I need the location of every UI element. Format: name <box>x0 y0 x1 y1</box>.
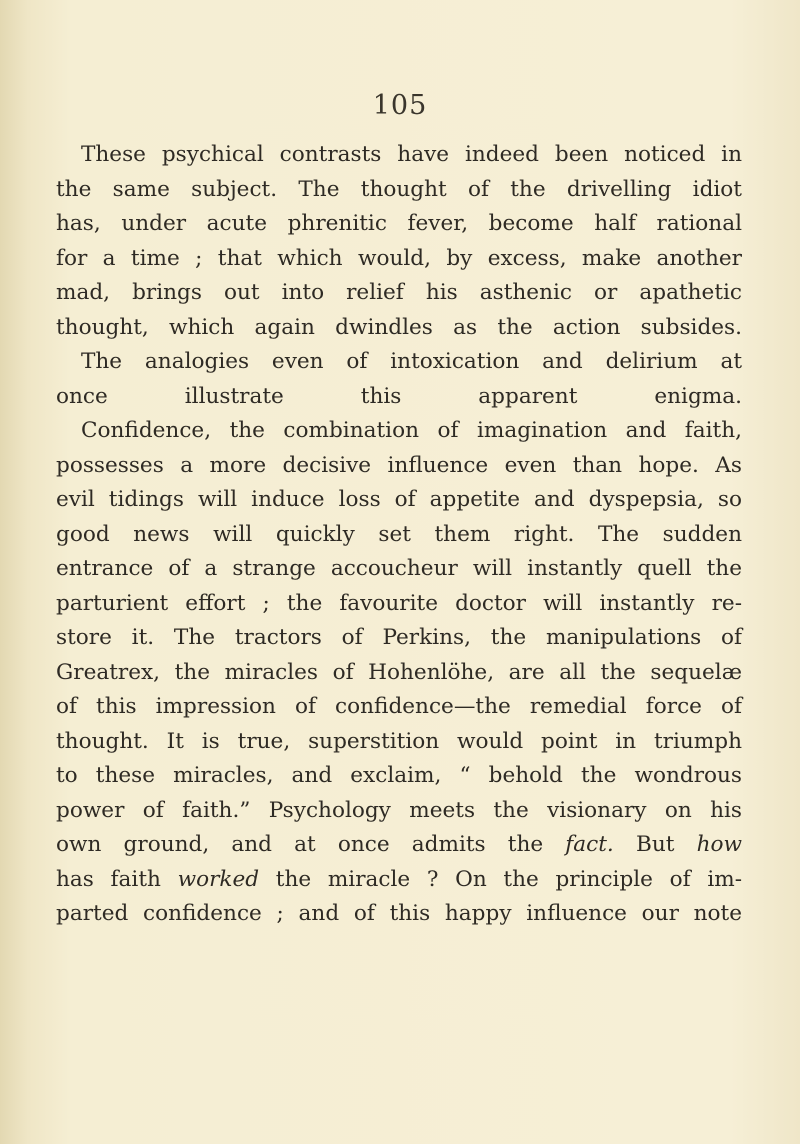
text-segment: power of faith.” Psychology meets the visionary on his <box>56 797 742 823</box>
text-segment: for a time ; that which would, by excess, make another <box>56 245 742 271</box>
text-segment: once illustrate this apparent enigma. <box>56 383 742 409</box>
italic-text: fact. <box>565 832 614 857</box>
text-line <box>56 587 742 622</box>
text-line <box>56 173 742 208</box>
text-segment: These psychical contrasts have indeed been noticed in <box>81 142 742 167</box>
italic-text: worked <box>177 866 260 892</box>
text-segment: good news will quickly set them right. The sudden <box>56 521 742 547</box>
text-segment: evil tidings will induce loss of appetite and dyspepsia, so <box>56 487 742 512</box>
text-line <box>56 794 742 829</box>
text-segment: own ground, and at once admits the <box>56 832 566 857</box>
text-segment: thought. It is true, superstition would point in triumph <box>56 728 742 754</box>
text-segment: the miracle ? On the principle of im- <box>259 866 742 892</box>
text-line <box>56 828 742 863</box>
text-segment: thought, which again dwindles as the action subsides. <box>56 314 742 340</box>
text-segment: mad, brings out into relief his asthenic or apathetic <box>56 280 742 305</box>
text-line <box>56 483 742 518</box>
text-line <box>56 759 742 794</box>
text-line <box>56 725 742 760</box>
body-text <box>56 138 742 932</box>
text-segment: has faith <box>56 866 178 892</box>
text-segment: possesses a more decisive influence even than hope. As <box>56 452 742 478</box>
text-segment: to these miracles, and exclaim, “ behold the wondrous <box>56 763 742 788</box>
text-line <box>56 345 742 380</box>
text-segment: parturient effort ; the favourite doctor will instantly re- <box>56 590 742 616</box>
text-segment: has, under acute phrenitic fever, become half rational <box>56 211 742 236</box>
text-line <box>56 518 742 553</box>
text-segment: The analogies even of intoxication and delirium at <box>81 349 742 374</box>
text-line <box>56 138 742 173</box>
page-number: 105 <box>372 90 428 121</box>
italic-text: how <box>696 832 742 857</box>
text-line <box>56 311 742 346</box>
text-line <box>56 897 742 932</box>
text-segment: store it. The tractors of Perkins, the manipulations of <box>56 625 742 650</box>
text-line <box>56 380 742 415</box>
text-line <box>56 863 742 898</box>
text-line <box>56 414 742 449</box>
text-line <box>56 207 742 242</box>
text-segment: Confidence, the combination of imagination and faith, <box>81 418 742 443</box>
text-line <box>56 656 742 691</box>
text-segment: the same subject. The thought of the drivelling idiot <box>56 176 742 202</box>
text-segment: of this impression of confidence—the remedial force of <box>56 694 742 719</box>
text-line <box>56 276 742 311</box>
text-segment: entrance of a strange accoucheur will instantly quell the <box>56 556 742 581</box>
text-line <box>56 449 742 484</box>
text-line <box>56 621 742 656</box>
text-segment: parted confidence ; and of this happy influence our note <box>56 901 742 926</box>
text-segment: Greatrex, the miracles of Hohenlöhe, are all the sequelæ <box>56 659 742 685</box>
text-line <box>56 552 742 587</box>
text-line <box>56 690 742 725</box>
text-segment: But <box>613 832 697 857</box>
text-line <box>56 242 742 277</box>
